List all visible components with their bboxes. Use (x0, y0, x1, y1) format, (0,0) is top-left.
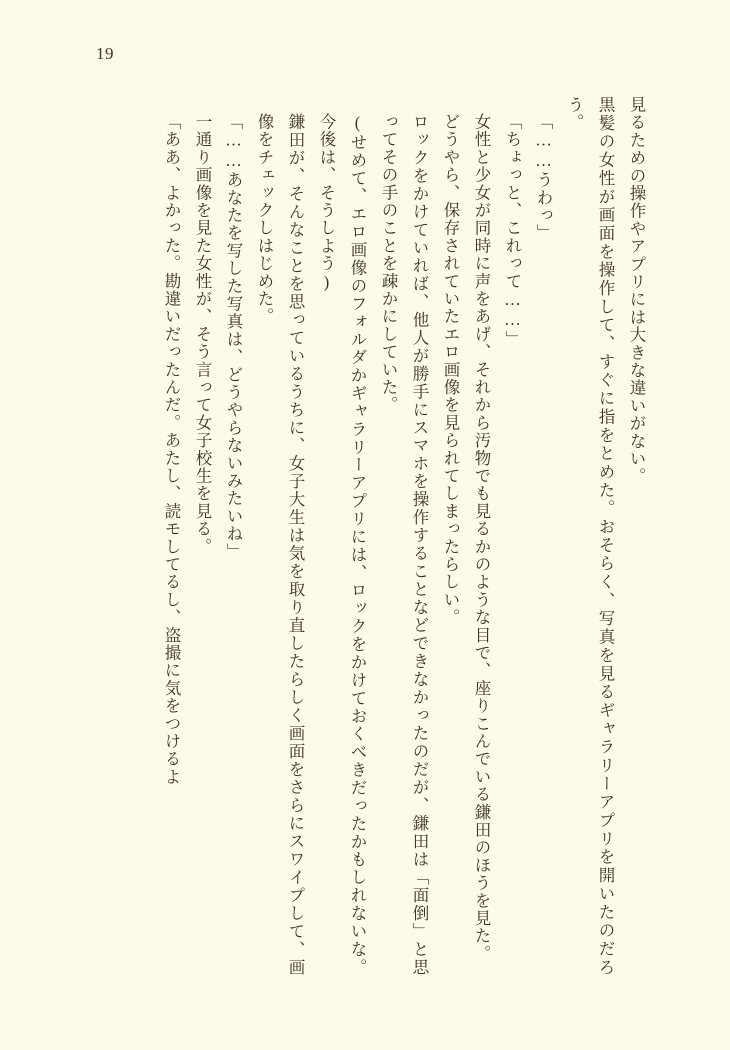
page-number: 19 (96, 44, 114, 63)
paragraph: 「……うわっ」 (534, 113, 553, 242)
paragraph: 一通り画像を見た女性が、そう言って女子校生を見る。 (193, 113, 212, 556)
paragraph: 「ちょっと、これって……」 (503, 113, 522, 349)
paragraph: ロックをかけていれば、他人が勝手にスマホを操作することなどできなかったのだが、鎌田は「面倒」と思ってその手のことを疎かにしていた。 (379, 113, 429, 976)
paragraph: 黒髪の女性が画面を操作して、すぐに指をとめた。おそらく、写真を見るギャラリーアプリを開いたのだろう。 (565, 96, 615, 976)
page-text-body (92, 96, 652, 976)
paragraph: (せめて、エロ画像のフォルダかギャラリーアプリには、ロックをかけておくべきだったかもしれないな。今後は、そうしよう) (317, 113, 367, 976)
paragraph: 見るための操作やアプリには大きな違いがない。 (627, 96, 646, 486)
paragraph: 「ああ、よかった。勘違いだったんだ。あたし、読モしてるし、盗撮に気をつけるよ (162, 113, 181, 786)
paragraph: 女性と少女が同時に声をあげ、それから汚物でも見るかのような目で、座りこんでいる鎌田のほうを見た。 (472, 113, 491, 963)
paragraph: 「……あなたを写した写真は、どうやらないみたいね」 (224, 113, 243, 561)
paragraph: どうやら、保存されていたエロ画像を見られてしまったらしい。 (441, 113, 460, 627)
paragraph: 鎌田が、そんなことを思っているうちに、女子大生は気を取り直したらしく画面をさらにスワイプして、画像をチェックしはじめた。 (255, 113, 305, 976)
